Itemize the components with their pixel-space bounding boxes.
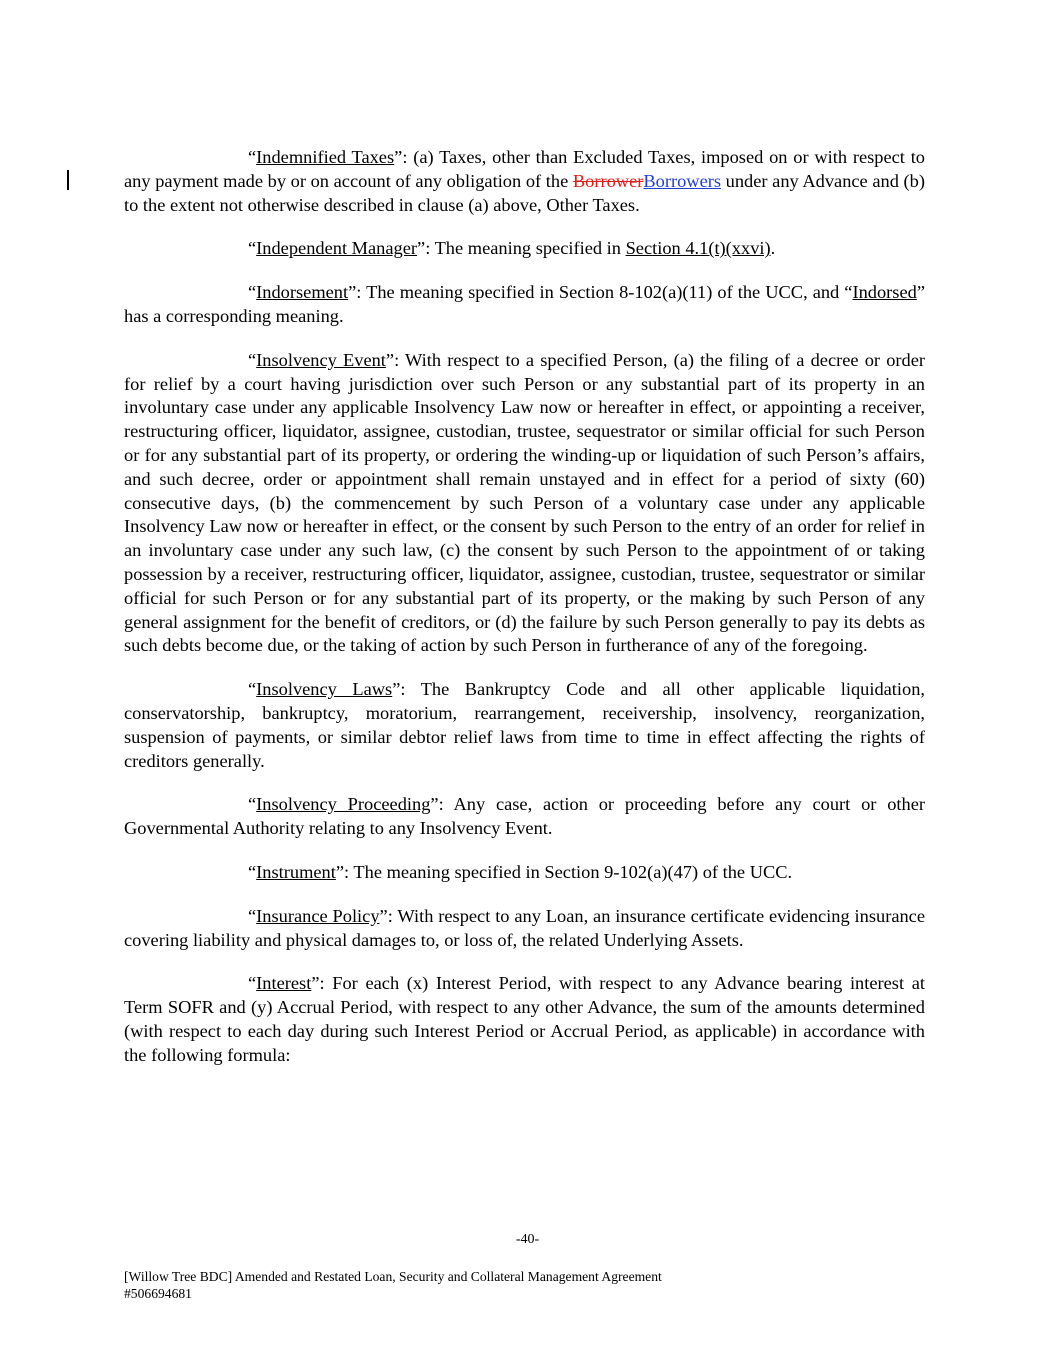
defined-term: Insolvency Proceeding — [256, 794, 431, 815]
definition-text: : The Bankruptcy Code and all other applicable liquidation, conservatorship, bankruptcy, moratorium, rearrangement, receivership, insolvency, reorganization, suspension of payments, or similar debtor relief laws from time to time in effect affecting the rights of creditors generally. — [124, 679, 926, 771]
section-reference: Section 4.1(t)(xxvi) — [625, 238, 771, 259]
definition-interest: “Interest”: For each (x) Interest Period, with respect to any Advance bearing interest at Term SOFR and (y) Accrual Period, with respect to any other Advance, the sum of the amounts determined (with respect to each day during such Interest Period or Accrual Period, as applicable) in accordance with the following formula: — [124, 973, 925, 1065]
definition-text: ” has a corresponding meaning. — [124, 282, 925, 326]
page-number: -40- — [515, 1232, 540, 1247]
definitions-body — [124, 146, 925, 1088]
definition-insolvency-event: “Insolvency Event”: With respect to a specified Person, (a) the filing of a decree or order for relief by a court having jurisdiction over such Person or any substantial part of its property in an involuntary case under any applicable Insolvency Law now or hereafter in effect, or appointing a receiver, restructuring officer, liquidator, assignee, custodian, trustee, sequestrator or similar official for such Person or for any substantial part of its property, or ordering the winding-up or liquidation of such Person’s affairs, and such decree, order or appointment shall remain unstayed and in effect for a period of sixty (60) consecutive days, (b) the commencement by such Person of a voluntary case under any applicable Insolvency Law now or hereafter in effect, or the consent by such Person to the entry of an order for relief in an involuntary case under any such law, (c) the consent by such Person to the appointment of or taking possession by a receiver, restructuring officer, liquidator, assignee, custodian, trustee, sequestrator or similar official for such Person or for any substantial part of its property, or the making by such Person of any general assignment for the benefit of creditors, or (d) the failure by such Person generally to pay its debts as such debts become due, or the taking of action by such Person in furtherance of any of the foregoing. — [124, 349, 925, 656]
defined-term: Indorsed — [852, 282, 917, 303]
definition-insolvency-laws: “Insolvency Laws”: The Bankruptcy Code and all other applicable liquidation, conservatorship, bankruptcy, moratorium, rearrangement, receivership, insolvency, reorganization, suspension of payments, or similar debtor relief laws from time to time in effect affecting the rights of creditors generally. — [124, 679, 926, 771]
defined-term: Indorsement — [256, 282, 349, 303]
inserted-text: Borrowers — [643, 170, 722, 191]
definition-text: : The meaning specified in — [425, 238, 626, 259]
defined-term: Interest — [256, 973, 312, 994]
definition-text: : With respect to a specified Person, (a) the filing of a decree or order for relief by a court having jurisdiction over such Person or any substantial part of its property in an involuntary case under any applicable Insolvency Law now or hereafter in effect, or appointing a receiver, restructuring officer, liquidator, assignee, custodian, trustee, sequestrator or similar official for such Person or for any substantial part of its property, or ordering the winding-up or liquidation of such Person’s affairs, and such decree, order or appointment shall remain unstayed and in effect for a period of sixty (60) consecutive days, (b) the commencement by such Person of a voluntary case under any applicable Insolvency Law now or hereafter in effect, or the consent by such Person to the entry of an order for relief in an involuntary case under any such law, (c) the consent by such Person to the appointment of or taking possession by a receiver, restructuring officer, liquidator, assignee, custodian, trustee, sequestrator or similar official for such Person or for any substantial part of its property, or the making by such Person of any general assignment for the benefit of creditors, or (d) the failure by such Person generally to pay its debts as such debts become due, or the taking of action by such Person in furtherance of any of the foregoing. — [124, 349, 925, 656]
definition-text: under any Advance and (b) to the extent not otherwise described in clause (a) above, Other Taxes. — [124, 170, 925, 215]
definition-text: : (a) Taxes, other than Excluded Taxes, imposed on or with respect to any payment made by or on account of any obligation of the — [124, 147, 925, 191]
footer-title: [Willow Tree BDC] Amended and Restated Loan, Security and Collateral Management Agreement — [124, 1269, 662, 1284]
defined-term: Insolvency Laws — [256, 679, 393, 700]
footer-doc-id: #506694681 — [124, 1286, 192, 1301]
definition-text: : With respect to any Loan, an insurance certificate evidencing insurance covering liability and physical damages to, or loss of, the related Underlying Assets. — [124, 905, 926, 950]
definition-instrument: “Instrument”: The meaning specified in Section 9-102(a)(47) of the UCC. — [248, 861, 793, 882]
defined-term: Independent Manager — [256, 238, 418, 259]
definition-text: : For each (x) Interest Period, with respect to any Advance bearing interest at Term SOFR and (y) Accrual Period, with respect to any other Advance, the sum of the amounts determined (with respect to each day during such Interest Period or Accrual Period, as applicable) in accordance with the following formula: — [124, 973, 925, 1065]
defined-term: Insurance Policy — [256, 905, 380, 926]
definition-independent-manager: “Independent Manager”: The meaning specified in Section 4.1(t)(xxvi). — [248, 238, 776, 259]
defined-term: Instrument — [256, 861, 336, 882]
definition-text: : Any case, action or proceeding before any court or other Governmental Authority relating to any Insolvency Event. — [124, 794, 925, 839]
defined-term: Indemnified Taxes — [256, 147, 395, 167]
change-bar-marker — [67, 170, 69, 190]
definition-insurance-policy: “Insurance Policy”: With respect to any Loan, an insurance certificate evidencing insurance covering liability and physical damages to, or loss of, the related Underlying Assets. — [124, 905, 926, 950]
definition-text: : The meaning specified in Section 8-102(a)(11) of the UCC, and “ — [356, 282, 853, 303]
definition-insolvency-proceeding: “Insolvency Proceeding”: Any case, action or proceeding before any court or other Governmental Authority relating to any Insolvency Event. — [124, 794, 925, 839]
document-footer — [124, 1268, 662, 1302]
definition-indorsement: “Indorsement”: The meaning specified in Section 8-102(a)(11) of the UCC, and “Indorsed” has a corresponding meaning. — [124, 282, 925, 326]
defined-term: Insolvency Event — [256, 349, 386, 370]
definition-text: : The meaning specified in Section 9-102(a)(47) of the UCC. — [344, 861, 793, 882]
definition-indemnified-taxes: “Indemnified Taxes”: (a) Taxes, other than Excluded Taxes, imposed on or with respect to any payment made by or on account of any obligation of the BorrowerBorrowers under any Advance and (b) to the extent not otherwise described in clause (a) above, Other Taxes. — [124, 147, 925, 215]
definition-text: . — [770, 238, 776, 259]
deleted-text: Borrower — [572, 170, 644, 191]
